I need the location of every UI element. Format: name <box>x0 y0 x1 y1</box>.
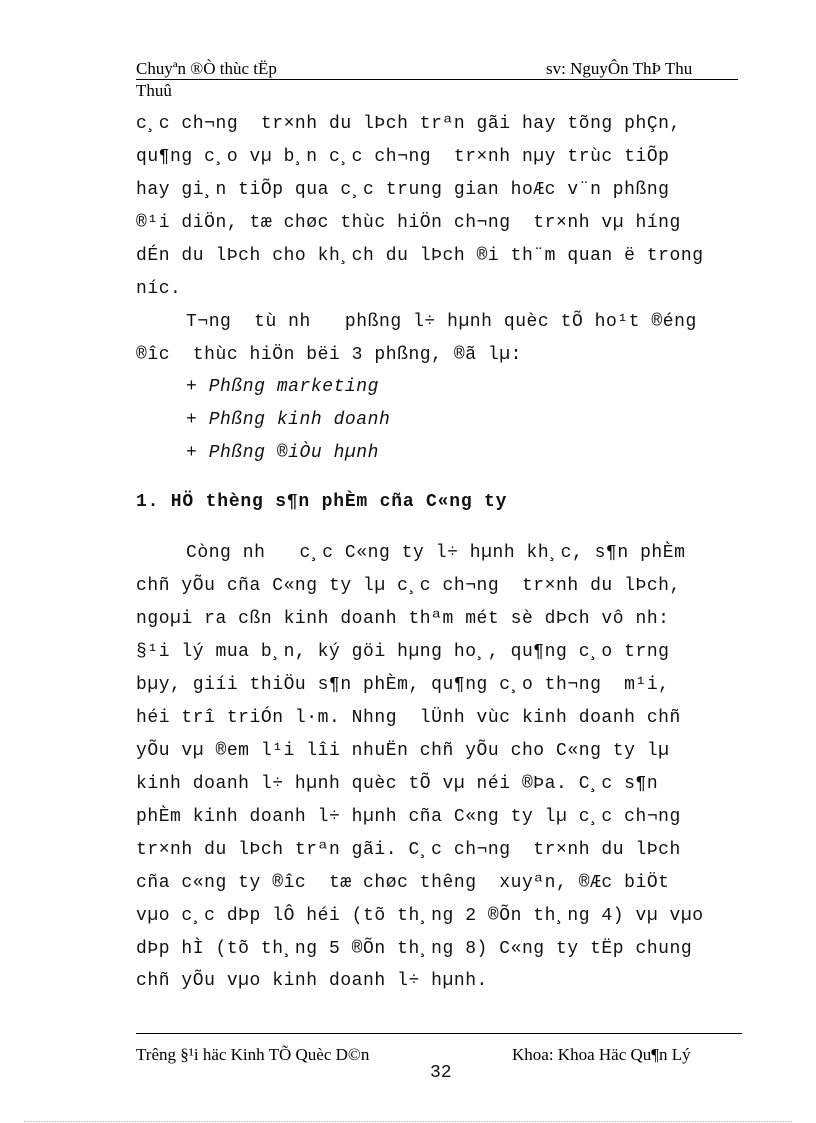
body-line: héi trî triÓn l·m. Nhng lÜnh vùc kinh doanh chñ <box>136 708 681 728</box>
body-line: ®¹i diÖn, tæ chøc thùc hiÖn ch¬ng tr×nh vµ híng <box>136 213 681 233</box>
body-line: hay gi¸n tiÕp qua c¸c trung gian hoÆc v¨n phßng <box>136 180 670 200</box>
body-line: ngoµi ra cßn kinh doanh thªm mét sè dÞch vô nh: <box>136 609 670 629</box>
body-line: ®îc thùc hiÖn bëi 3 phßng, ®ã lµ: <box>136 345 522 365</box>
footer-faculty: Khoa: Khoa Häc Qu¶n Lý <box>512 1045 691 1064</box>
body-line: vµo c¸c dÞp lÔ héi (tõ th¸ng 2 ®Õn th¸ng 4) vµ vµo <box>136 906 704 926</box>
page-bottom-divider <box>24 1121 792 1122</box>
footer-university: Trêng §¹i häc Kinh TÕ Quèc D©n <box>136 1045 370 1064</box>
footer-rule <box>136 1033 742 1034</box>
body-line: yÕu vµ ®em l¹i lîi nhuËn chñ yÕu cho C«ng ty lµ <box>136 741 670 761</box>
list-item-marketing: + Phßng marketing <box>186 377 379 397</box>
list-item-operations: + Phßng ®iÒu hµnh <box>186 443 379 463</box>
body-line: bµy, giíi thiÖu s¶n phÈm, qu¶ng c¸o th¬ng m¹i, <box>136 675 670 695</box>
section-heading: 1. HÖ thèng s¶n phÈm cña C«ng ty <box>136 492 508 512</box>
body-line: qu¶ng c¸o vµ b¸n c¸c ch¬ng tr×nh nµy trùc tiÕp <box>136 147 670 167</box>
header-student-name-continued: Thuû <box>136 81 172 100</box>
body-line: phÈm kinh doanh l÷ hµnh cña C«ng ty lµ c¸c ch¬ng <box>136 807 681 827</box>
header-topic: Chuyªn ®Ò thùc tËp <box>136 59 277 78</box>
body-line: dÉn du lÞch cho kh¸ch du lÞch ®i th¨m quan ë trong <box>136 246 704 266</box>
header-student-name: sv: NguyÔn ThÞ Thu <box>546 59 693 78</box>
header-rule <box>136 79 738 80</box>
body-line: chñ yÕu cña C«ng ty lµ c¸c ch¬ng tr×nh du lÞch, <box>136 576 681 596</box>
body-line: chñ yÕu vµo kinh doanh l÷ hµnh. <box>136 971 488 991</box>
body-line: tr×nh du lÞch trªn gãi. C¸c ch¬ng tr×nh du lÞch <box>136 840 681 860</box>
body-line: níc. <box>136 279 182 299</box>
body-line: §¹i lý mua b¸n, ký göi hµng ho¸, qu¶ng c¸o trng <box>136 642 670 662</box>
body-line: c¸c ch¬ng tr×nh du lÞch trªn gãi hay tõng phÇn, <box>136 114 681 134</box>
list-item-business: + Phßng kinh doanh <box>186 410 391 430</box>
body-line: Còng nh c¸c C«ng ty l÷ hµnh kh¸c, s¶n phÈm <box>186 543 686 563</box>
body-line: dÞp hÌ (tõ th¸ng 5 ®Õn th¸ng 8) C«ng ty tËp chung <box>136 939 693 959</box>
body-line: T¬ng tù nh phßng l÷ hµnh quèc tÕ ho¹t ®éng <box>186 312 697 332</box>
body-line: kinh doanh l÷ hµnh quèc tÕ vµ néi ®Þa. C¸c s¶n <box>136 774 659 794</box>
page-number: 32 <box>430 1063 452 1083</box>
body-line: cña c«ng ty ®îc tæ chøc thêng xuyªn, ®Æc biÖt <box>136 873 670 893</box>
